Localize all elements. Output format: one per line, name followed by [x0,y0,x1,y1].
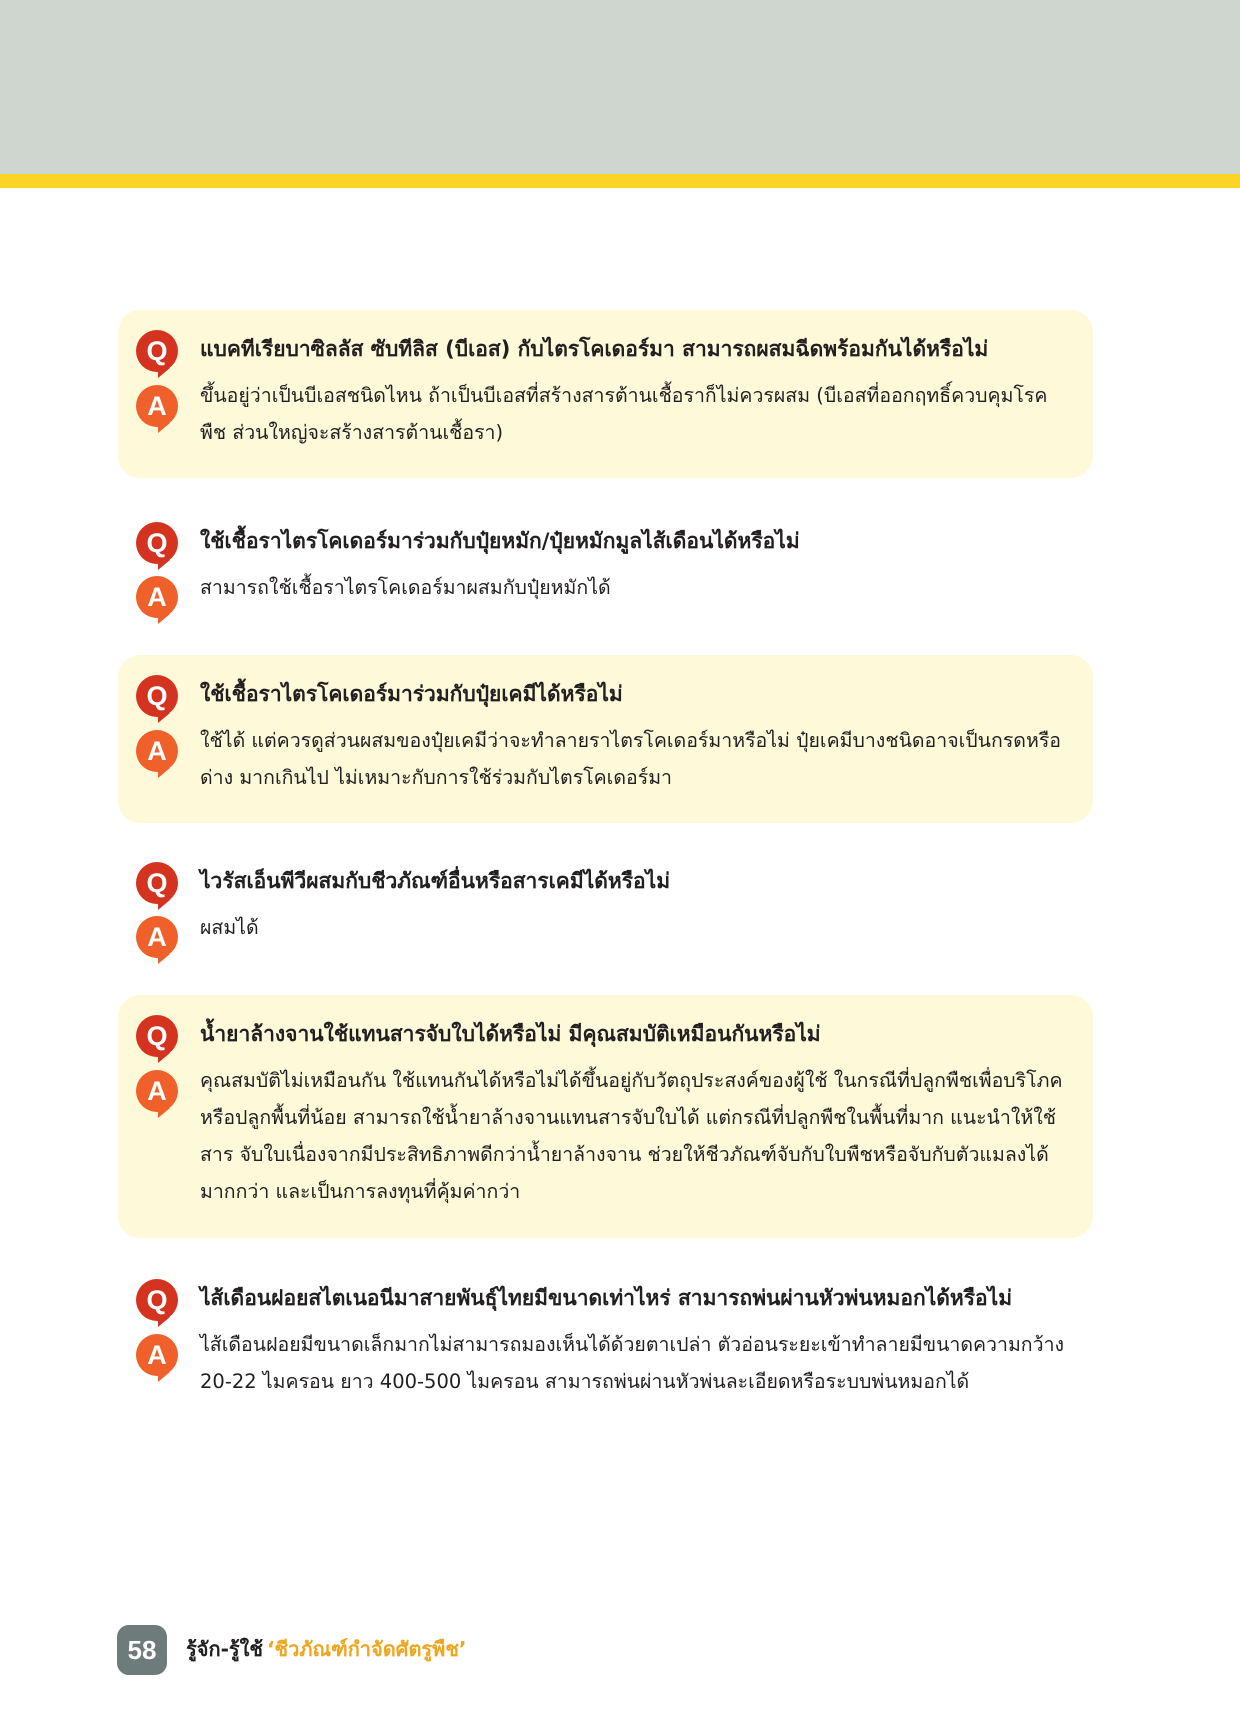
answer-text: สามารถใช้เชื้อราไตรโคเดอร์มาผสมกับปุ๋ยหมักได้ [200,576,611,599]
answer-text: ใช้ได้ แต่ควรดูส่วนผสมของปุ๋ยเคมีว่าจะทำลายราไตรโคเดอร์มาหรือไม่ ปุ๋ยเคมีบางชนิดอาจเป็นกรดหรือด่าง มากเกินไป ไม่เหมาะกับการใช้ร่วมกับไตรโคเดอร์มา [200,729,1061,789]
page-number: 58 [117,1625,167,1675]
answer-badge-icon: A [136,576,178,618]
question-badge-icon: Q [136,1015,178,1057]
answer-text: คุณสมบัติไม่เหมือนกัน ใช้แทนกันได้หรือไม่ได้ขึ้นอยู่กับวัตถุประสงค์ของผู้ใช้ ในกรณีที่ปลูกพืชเพื่อบริโภค หรือปลูกพื้นที่น้อย สามารถใช้น้ำยาล้างจานแทนสารจับใบได้ แต่กรณีที่ปลูกพืชในพื้นที่มาก แนะนำให้ใช้สาร จับใบเนื่องจากมีประสิทธิภาพดีกว่าน้ำยาล้างจาน ช่วยให้ชีวภัณฑ์จับกับใบพืชหรือจับกับตัวแมลงได้มากกว่า และเป็นการลงทุนที่คุ้มค่ากว่า [200,1069,1063,1203]
answer-badge-icon: A [136,1070,178,1112]
qa-item [118,655,1093,823]
qa-item [118,995,1093,1238]
question-text: แบคทีเรียบาซิลลัส ซับทีลิส (บีเอส) กับไตรโคเดอร์มา สามารถผสมฉีดพร้อมกันได้หรือไม่ [200,337,989,361]
question-text: ไวรัสเอ็นพีวีผสมกับชีวภัณฑ์อื่นหรือสารเคมีได้หรือไม่ [200,869,671,893]
answer-text: ขึ้นอยู่ว่าเป็นบีเอสชนิดไหน ถ้าเป็นบีเอสที่สร้างสารต้านเชื้อราก็ไม่ควรผสม (บีเอสที่ออกฤทธิ์ควบคุมโรคพืช ส่วนใหญ่จะสร้างสารต้านเชื้อรา) [200,384,1048,444]
qa-item [118,310,1093,478]
question-badge-icon: Q [136,862,178,904]
answer-text: ผสมได้ [200,916,259,939]
header-accent-stripe [0,174,1240,188]
question-text: ใช้เชื้อราไตรโคเดอร์มาร่วมกับปุ๋ยเคมีได้หรือไม่ [200,682,623,706]
question-badge-icon: Q [136,522,178,564]
answer-text: ไส้เดือนฝอยมีขนาดเล็กมากไม่สามารถมองเห็นได้ด้วยตาเปล่า ตัวอ่อนระยะเข้าทำลายมีขนาดความกว้าง 20-22 ไมครอน ยาว 400-500 ไมครอน สามารถพ่นผ่านหัวพ่นละเอียดหรือระบบพ่นหมอกได้ [200,1333,1065,1393]
header-band [0,0,1240,174]
question-text: น้ำยาล้างจานใช้แทนสารจับใบได้หรือไม่ มีคุณสมบัติเหมือนกันหรือไม่ [200,1022,821,1046]
qa-item [118,1259,1093,1409]
answer-badge-icon: A [136,385,178,427]
qa-item [118,843,1093,973]
answer-badge-icon: A [136,916,178,958]
answer-badge-icon: A [136,730,178,772]
footer-title-highlight: ‘ชีวภัณฑ์กำจัดศัตรูพืช’ [266,1637,467,1661]
question-badge-icon: Q [136,675,178,717]
footer-title-prefix: รู้จัก-รู้ใช้ [186,1637,263,1661]
question-badge-icon: Q [136,1279,178,1321]
question-text: ไส้เดือนฝอยสไตเนอนีมาสายพันธุ์ไทยมีขนาดเท่าไหร่ สามารถพ่นผ่านหัวพ่นหมอกได้หรือไม่ [200,1286,1013,1310]
answer-badge-icon: A [136,1334,178,1376]
footer-title [186,1633,467,1665]
qa-item [118,503,1093,633]
question-badge-icon: Q [136,330,178,372]
question-text: ใช้เชื้อราไตรโคเดอร์มาร่วมกับปุ๋ยหมัก/ปุ๋ยหมักมูลไส้เดือนได้หรือไม่ [200,529,800,553]
